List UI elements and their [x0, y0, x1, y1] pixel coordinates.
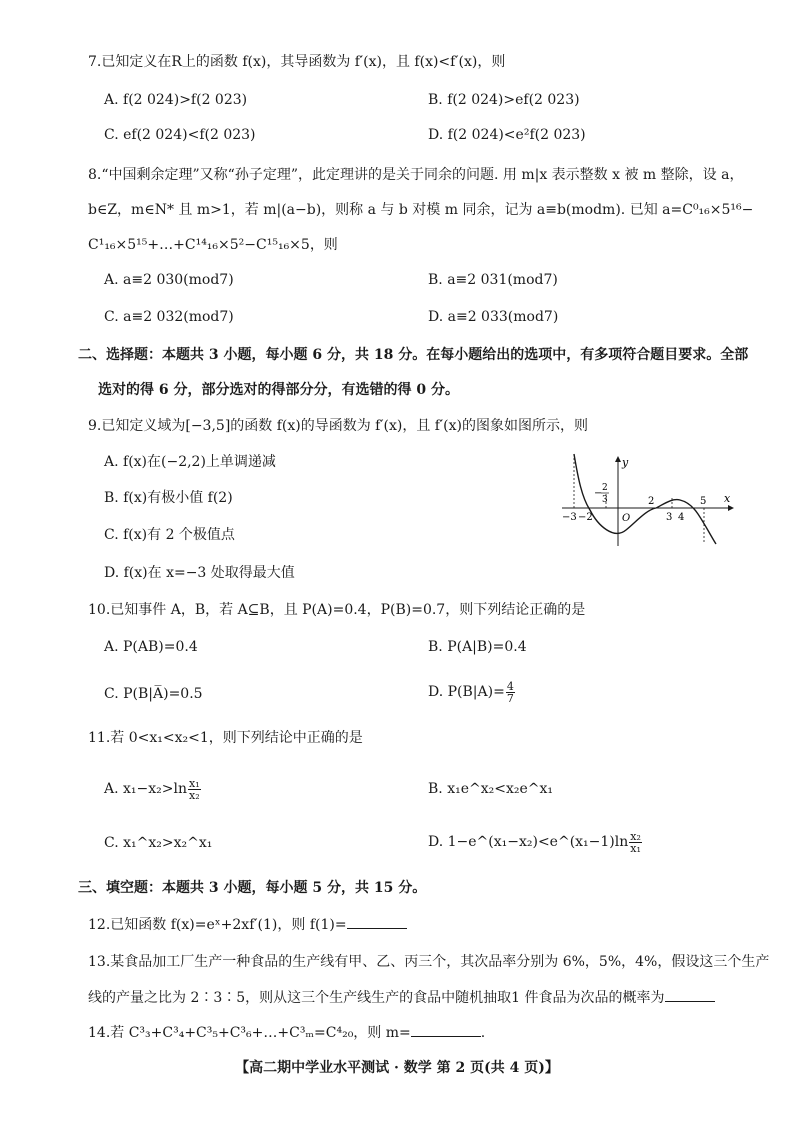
- q11-option-d: [428, 828, 643, 856]
- graph-tick-neg3: −3: [562, 512, 577, 523]
- section2-rules: 选对的得 6 分，部分选对的得部分分，有选错的得 0 分。: [98, 382, 459, 398]
- page-footer: 【高二期中学业水平测试 · 数学 第 2 页(共 4 页)】: [235, 1060, 559, 1076]
- q8-option-d: D. a≡2 033(mod7): [428, 309, 559, 325]
- q8-option-b: B. a≡2 031(mod7): [428, 272, 558, 288]
- q9-option-d: D. f(x)在 x=−3 处取得最大值: [104, 565, 295, 581]
- q10-stem: 10.已知事件 A，B，若 A⊆B，且 P(A)=0.4，P(B)=0.7，则下列结论正确的是: [88, 602, 586, 618]
- graph-tick-neg2: −2: [578, 512, 593, 523]
- q10-option-d-denominator: 7: [506, 691, 514, 705]
- q11-option-a-prefix: A. x₁−x₂>ln: [104, 781, 187, 797]
- q11-option-a-numerator: x₁: [188, 776, 200, 790]
- q8-line2: b∈Z，m∈N* 且 m>1，若 m|(a−b)，则称 a 与 b 对模 m 同余，记为 a≡b(modm). 已知 a=C⁰₁₆×5¹⁶−: [88, 202, 754, 218]
- q12-stem: [88, 915, 407, 935]
- q7-option-c: C. ef(2 024)<f(2 023): [104, 127, 256, 143]
- q12-text: 12.已知函数 f(x)=eˣ+2xf′(1)，则 f(1)=: [88, 917, 347, 933]
- q7-option-a: A. f(2 024)>f(2 023): [104, 92, 248, 108]
- q10-option-a: A. P(AB)=0.4: [104, 639, 198, 655]
- q11-option-c: C. x₁^x₂>x₂^x₁: [104, 835, 213, 851]
- q11-option-d-numerator: x₂: [630, 829, 641, 843]
- q7-option-b: B. f(2 024)>ef(2 023): [428, 92, 580, 108]
- q7-stem: 7.已知定义在R上的函数 f(x)，其导函数为 f′(x)，且 f(x)<f′(x)，则: [88, 54, 506, 70]
- q10-option-d-fraction: [506, 681, 515, 704]
- graph-origin-label: O: [622, 513, 631, 524]
- q10-option-c: C. P(B|A̅)=0.5: [104, 686, 203, 702]
- q13-line2: [88, 988, 715, 1008]
- q14-stem: [88, 1023, 485, 1043]
- q7-option-d: D. f(2 024)<e²f(2 023): [428, 127, 586, 143]
- q8-option-c: C. a≡2 032(mod7): [104, 309, 234, 325]
- q9-option-c: C. f(x)有 2 个极值点: [104, 527, 235, 543]
- q11-option-d-prefix: D. 1−e^(x₁−x₂)<e^(x₁−1)ln: [428, 834, 629, 850]
- q10-option-d: [428, 678, 516, 706]
- q11-option-a-denominator: x₂: [188, 788, 200, 802]
- graph-tick-2: 2: [648, 496, 655, 507]
- q14-suffix: .: [480, 1025, 486, 1041]
- q8-option-a: A. a≡2 030(mod7): [104, 272, 234, 288]
- q11-option-b: B. x₁e^x₂<x₂e^x₁: [428, 781, 553, 797]
- section2-heading: 二、选择题：本题共 3 小题，每小题 6 分，共 18 分。在每小题给出的选项中，有多项符合题目要求。全部: [78, 347, 749, 363]
- section3-heading: 三、填空题：本题共 3 小题，每小题 5 分，共 15 分。: [78, 880, 427, 896]
- graph-tick-5: 5: [700, 496, 707, 507]
- graph-x-label: x: [724, 492, 731, 505]
- q9-option-a: A. f(x)在(−2,2)上单调递减: [104, 454, 276, 470]
- q11-option-d-fraction: [629, 831, 642, 854]
- q13-line1: 13.某食品加工厂生产一种食品的生产线有甲、乙、丙三个，其次品率分别为 6%，5%，4%，假设这三个生产: [88, 954, 770, 970]
- graph-tick-4: 4: [678, 512, 685, 523]
- graph-tick-frac-den: 3: [602, 495, 608, 505]
- q10-option-d-numerator: 4: [506, 679, 514, 693]
- q10-option-d-prefix: D. P(B|A)=: [428, 684, 505, 700]
- graph-x-arrow: [728, 505, 734, 511]
- graph-curve: [574, 454, 716, 544]
- q13-answer-blank[interactable]: [665, 989, 715, 1002]
- q8-line1: 8.“中国剩余定理”又称“孙子定理”，此定理讲的是关于同余的问题. 用 m|x 表示整数 x 被 m 整除，设 a，: [88, 167, 744, 183]
- q8-line3: C¹₁₆×5¹⁵+…+C¹⁴₁₆×5²−C¹⁵₁₆×5，则: [88, 237, 338, 253]
- q14-text: 14.若 C³₃+C³₄+C³₅+C³₆+…+C³ₘ=C⁴₂₀，则 m=: [88, 1025, 411, 1041]
- q11-option-d-denominator: x₁: [630, 841, 641, 855]
- q12-answer-blank[interactable]: [347, 916, 407, 929]
- q11-option-a: [104, 775, 202, 803]
- graph-tick-3: 3: [666, 512, 673, 523]
- graph-y-label: y: [622, 456, 629, 469]
- q11-option-a-fraction: [188, 778, 201, 801]
- graph-y-arrow: [615, 456, 621, 462]
- graph-tick-frac-num: 2: [602, 483, 608, 493]
- graph-tick-frac-sign: −: [594, 488, 603, 499]
- q14-answer-blank[interactable]: [411, 1024, 481, 1037]
- q11-stem: 11.若 0<x₁<x₂<1，则下列结论中正确的是: [88, 730, 363, 746]
- q13-line2-text: 线的产量之比为 2∶3∶5，则从这三个生产线生产的食品中随机抽取1 件食品为次品的概率为: [88, 990, 665, 1006]
- q10-option-b: B. P(A|B)=0.4: [428, 639, 527, 655]
- q9-derivative-graph: [556, 448, 736, 548]
- q9-stem: 9.已知定义域为[−3,5]的函数 f(x)的导函数为 f′(x)，且 f′(x)的图象如图所示，则: [88, 418, 588, 434]
- q9-option-b: B. f(x)有极小值 f(2): [104, 490, 233, 506]
